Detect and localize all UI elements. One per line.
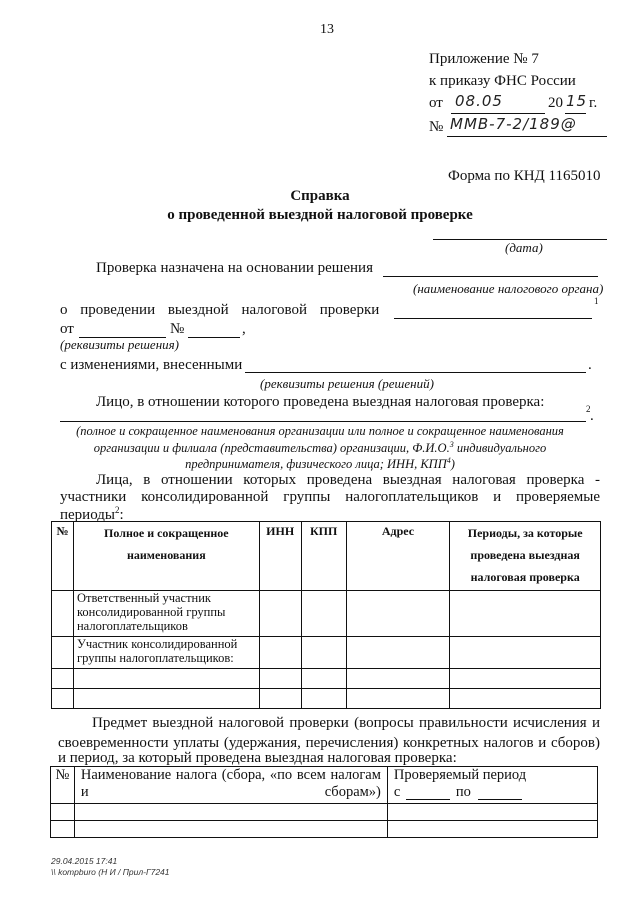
subject-line3: и период, за который проведена выездная налоговая проверка: [58, 750, 457, 766]
basis-changes-caption: (реквизиты решения (решений) [260, 376, 434, 391]
appendix-date-line [451, 113, 545, 114]
document-subtitle: о проведенной выездной налоговой проверке [167, 207, 473, 223]
table-cell [301, 669, 346, 689]
col-period [387, 767, 597, 804]
subject-line1 [92, 715, 600, 732]
period-to-label: по [455, 784, 471, 800]
footnote-1: 1 [594, 296, 599, 306]
participants-footnote: 2 [115, 505, 120, 515]
table-cell [259, 669, 301, 689]
table-cell [73, 689, 259, 709]
table-row [52, 637, 601, 669]
table-row [52, 669, 601, 689]
basis-line4-end: . [588, 357, 592, 373]
subject-table [50, 766, 598, 838]
basis-line2: о проведении выездной налоговой проверки [60, 302, 380, 318]
basis-decision-line [394, 318, 592, 319]
table-cell: Ответственный участник консолидированной группы налогоплательщиков [73, 591, 259, 637]
document-title: Справка [290, 188, 350, 204]
page-number: 13 [320, 22, 334, 37]
table-cell [74, 821, 387, 838]
basis-line3-end: , [242, 321, 246, 337]
footnote-2: 2 [586, 404, 591, 414]
table-row [52, 591, 601, 637]
col-tax-name [74, 767, 387, 804]
footer-timestamp: 29.04.2015 17:41 [51, 856, 118, 866]
table-row [51, 804, 598, 821]
subject-line1-text: Предмет выездной налоговой проверки (вопросы правильности исчисления и [92, 715, 600, 731]
period-range [394, 784, 591, 801]
appendix-date-value: 08.05 [455, 92, 503, 110]
table-row [51, 821, 598, 838]
table-cell [387, 821, 597, 838]
table-cell [51, 804, 75, 821]
table-cell [259, 637, 301, 669]
period-from-label: с [393, 784, 401, 800]
person-caption-2b: индивидуального [453, 441, 547, 456]
person-line1: Лицо, в отношении которого проведена выездная налоговая проверка: [96, 394, 545, 410]
table-cell [259, 591, 301, 637]
table-cell [346, 591, 450, 637]
basis-num-line [188, 337, 240, 338]
basis-line1: Проверка назначена на основании решения [96, 260, 373, 276]
table-cell [450, 637, 601, 669]
footer-path: \\ kompburo (Н И / Прил-Г7241 [51, 867, 170, 877]
person-caption-2a: организации и филиала (представительства) организации, Ф.И.О. [93, 441, 450, 456]
appendix-date-prefix: от [429, 95, 443, 111]
table-cell [259, 689, 301, 709]
col-tax-name-text: Наименование налога (сбора, «по всем налогам и сборам») [80, 767, 381, 800]
person-caption-1: (полное и сокращенное наименования организации или полное и сокращенное наименования [76, 424, 564, 438]
table-cell [52, 637, 74, 669]
person-caption-3a: предпринимателя, физического лица; ИНН, КПП [185, 457, 447, 472]
basis-from-label: от [60, 321, 74, 337]
form-code: Форма по КНД 1165010 [448, 168, 601, 184]
basis-authority-caption: (наименование налогового органа) [413, 281, 604, 296]
col-number: № [52, 522, 74, 591]
person-caption-3 [0, 456, 640, 472]
table-cell [74, 804, 387, 821]
col-kpp: КПП [301, 522, 346, 591]
col-periods: Периоды, за которые проведена выездная налоговая проверка [450, 522, 601, 591]
col-period-label: Проверяемый период [393, 767, 527, 783]
appendix-number-prefix: № [429, 119, 444, 135]
person-caption-3b: ) [450, 457, 455, 472]
period-to-line [478, 799, 522, 800]
table-cell [346, 637, 450, 669]
appendix-year-value: 15 [566, 92, 588, 110]
participants-table [51, 521, 601, 709]
participants-line3-end: : [119, 507, 124, 523]
appendix-title: Приложение № 7 [429, 51, 539, 67]
period-from-line [406, 799, 450, 800]
basis-changes-line [245, 372, 586, 373]
subject-line2-text: своевременности уплаты (удержания, перечисления) конкретных налогов и сборов) [58, 735, 600, 751]
table-cell [52, 591, 74, 637]
table-cell [301, 591, 346, 637]
appendix-order: к приказу ФНС России [429, 73, 576, 89]
table-cell [301, 637, 346, 669]
appendix-number-line [447, 136, 607, 137]
basis-details-caption: (реквизиты решения) [60, 337, 180, 352]
participants-line1 [96, 472, 600, 489]
table-cell [52, 669, 74, 689]
person-line [60, 421, 586, 422]
table-cell [346, 669, 450, 689]
col-name: Полное и сокращенное наименования [73, 522, 259, 591]
table-cell [387, 804, 597, 821]
table-cell [52, 689, 74, 709]
date-caption: (дата) [505, 240, 543, 255]
basis-line4: с изменениями, внесенными [60, 357, 243, 373]
col-address: Адрес [346, 522, 450, 591]
table-cell [450, 669, 601, 689]
appendix-year-prefix: 20 [548, 95, 563, 111]
col-inn: ИНН [259, 522, 301, 591]
col-number: № [51, 767, 75, 804]
person-end: . [590, 408, 594, 424]
table-cell: Участник консолидированной группы налогоплательщиков: [73, 637, 259, 669]
table-cell [450, 591, 601, 637]
basis-num-label: № [170, 321, 185, 337]
table-cell [73, 669, 259, 689]
table-cell [450, 689, 601, 709]
table-cell [346, 689, 450, 709]
participants-line2 [60, 489, 600, 506]
footnote-3: 3 [449, 440, 454, 449]
appendix-number-value: ММВ-7-2/189@ [450, 115, 577, 133]
appendix-year-line [565, 113, 586, 114]
subject-table-header [51, 767, 598, 804]
participants-line1-text: Лица, в отношении которых проведена выездная налоговая проверка - [96, 472, 600, 488]
participants-table-header [52, 522, 601, 591]
footnote-4: 4 [446, 456, 451, 465]
table-cell [51, 821, 75, 838]
basis-authority-line [383, 276, 598, 277]
table-cell [301, 689, 346, 709]
table-row [52, 689, 601, 709]
participants-line2-text: участники консолидированной группы налогоплательщиков и проверяемые [60, 489, 600, 505]
person-caption-2 [0, 440, 640, 456]
participants-line3-text: периоды [60, 507, 115, 523]
appendix-year-suffix: г. [589, 95, 598, 111]
